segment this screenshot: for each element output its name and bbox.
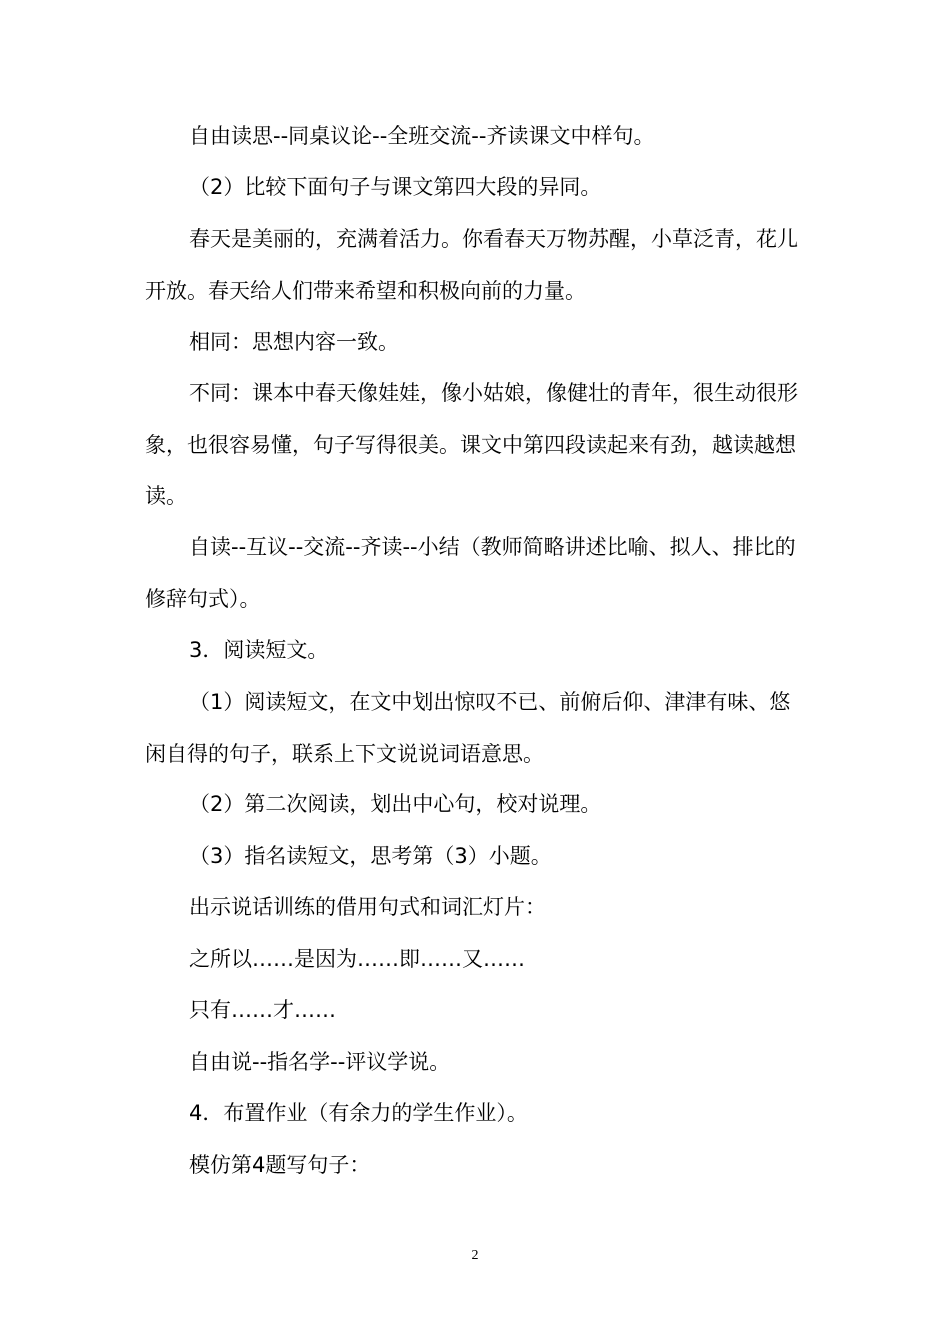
paragraph: 自由说--指名学--评议学说。 xyxy=(189,1050,451,1074)
paragraph: （2）第二次阅读，划出中心句，校对说理。 xyxy=(189,792,602,816)
paragraph: （2）比较下面句子与课文第四大段的异同。 xyxy=(189,175,602,199)
paragraph: 自读--互议--交流--齐读--小结（教师简略讲述比喻、拟人、排比的修辞句式）。 xyxy=(145,535,796,611)
paragraph: 相同：思想内容一致。 xyxy=(189,330,399,354)
sentence-pattern: 只有……才…… xyxy=(189,998,336,1022)
section-heading: 3．阅读短文。 xyxy=(189,638,329,662)
paragraph: 自由读思--同桌议论--全班交流--齐读课文中样句。 xyxy=(189,124,655,148)
paragraph: 出示说话训练的借用句式和词汇灯片： xyxy=(189,895,546,919)
paragraph: （3）指名读短文，思考第（3）小题。 xyxy=(189,844,552,868)
sentence-pattern: 之所以……是因为……即……又…… xyxy=(189,947,525,971)
paragraph: 不同：课本中春天像娃娃，像小姑娘，像健壮的青年，很生动很形象，也很容易懂，句子写得很美。课文中第四段读起来有劲，越读越想读。 xyxy=(145,381,798,508)
paragraph: 模仿第4题写句子： xyxy=(189,1153,371,1177)
paragraph: （1）阅读短文，在文中划出惊叹不已、前俯后仰、津津有味、悠闲自得的句子，联系上下文说说词语意思。 xyxy=(145,690,791,766)
paragraph: 春天是美丽的，充满着活力。你看春天万物苏醒，小草泛青，花儿开放。春天给人们带来希望和积极向前的力量。 xyxy=(145,227,798,303)
page-number: 2 xyxy=(471,1248,479,1263)
section-heading: 4．布置作业（有余力的学生作业）。 xyxy=(189,1101,528,1125)
